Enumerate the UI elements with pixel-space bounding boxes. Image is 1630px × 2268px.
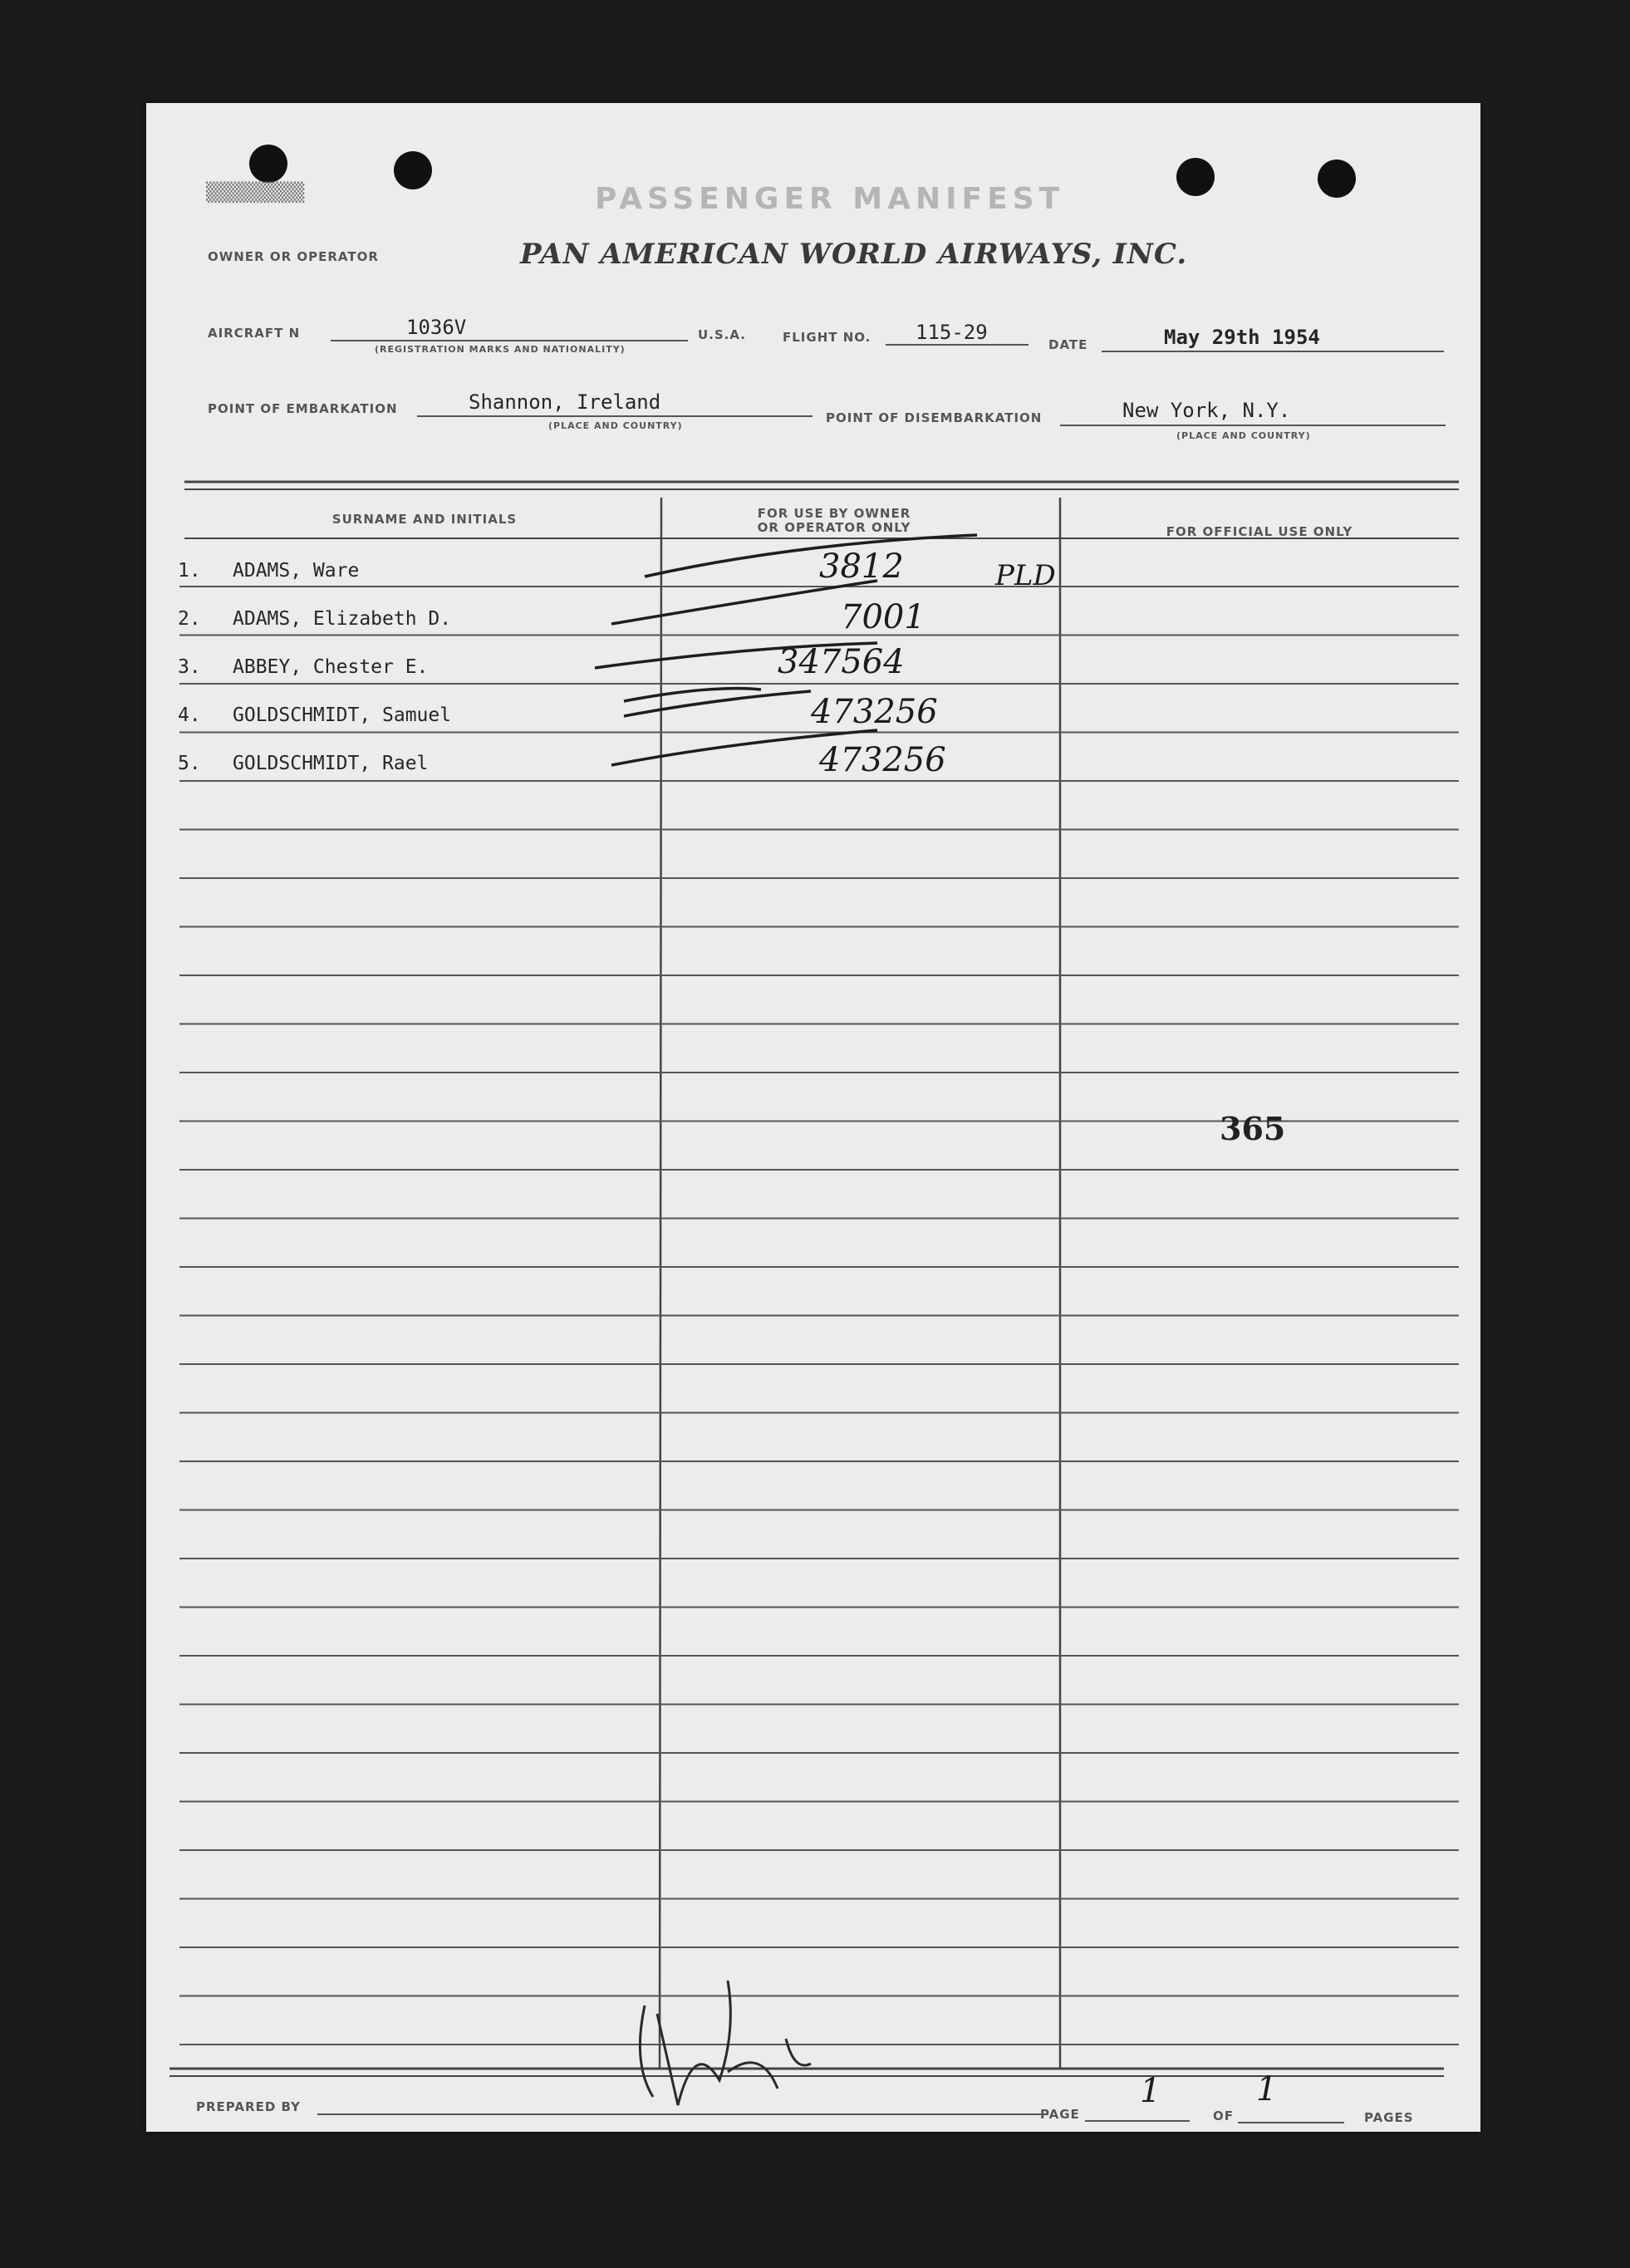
- aircraft-label: AIRCRAFT N: [208, 326, 301, 341]
- disembark-value: New York, N.Y.: [1122, 399, 1291, 422]
- owner-code: 473256: [811, 693, 938, 731]
- manifest-sheet: [146, 103, 1480, 2132]
- row-number: 2.: [178, 608, 201, 630]
- col-official-header: FOR OFFICIAL USE ONLY: [1166, 524, 1353, 539]
- owner-stamp-smudge: ▒▒▒▒▒▒▒: [206, 183, 305, 204]
- embark-label: POINT OF EMBARKATION: [208, 401, 398, 416]
- owner-code: 473256: [819, 741, 946, 779]
- page-label: PAGE: [1040, 2107, 1080, 2122]
- pages-underline: [1238, 2122, 1344, 2123]
- pages-label: PAGES: [1364, 2110, 1414, 2125]
- official-stamp-number: 365: [1220, 1110, 1286, 1147]
- date-label: DATE: [1048, 337, 1088, 352]
- col-surname-header: SURNAME AND INITIALS: [331, 512, 518, 527]
- flight-label: FLIGHT NO.: [783, 330, 871, 345]
- row-number: 5.: [178, 753, 201, 774]
- col-owner-header: FOR USE BY OWNER OR OPERATOR ONLY: [757, 506, 911, 535]
- flight-value: 115-29: [916, 321, 988, 344]
- country-label: U.S.A.: [698, 327, 746, 342]
- row-number: 1.: [178, 560, 201, 582]
- passenger-name: ADAMS, Ware: [233, 560, 360, 582]
- page-value: 1: [1140, 2072, 1161, 2110]
- operator-name: PAN AMERICAN WORLD AIRWAYS, INC.: [520, 238, 1188, 271]
- aircraft-sublabel: (REGISTRATION MARKS AND NATIONALITY): [375, 344, 626, 355]
- passenger-name: GOLDSCHMIDT, Rael: [233, 753, 429, 774]
- date-value: May 29th 1954: [1164, 326, 1320, 349]
- owner-code: 3812: [819, 547, 904, 586]
- embark-value: Shannon, Ireland: [469, 390, 661, 414]
- pages-value: 1: [1256, 2070, 1278, 2108]
- embark-sublabel: (PLACE AND COUNTRY): [548, 420, 683, 431]
- page-underline: [1085, 2120, 1190, 2122]
- passenger-name: GOLDSCHMIDT, Samuel: [233, 704, 452, 726]
- owner-code: 347564: [778, 643, 905, 681]
- row-number: 4.: [178, 704, 201, 726]
- owner-note: PLD: [995, 559, 1056, 592]
- of-label: OF: [1213, 2108, 1234, 2123]
- prepared-by-underline: [317, 2113, 1048, 2115]
- passenger-name: ABBEY, Chester E.: [233, 656, 429, 678]
- row-number: 3.: [178, 656, 201, 678]
- owner-label: OWNER OR OPERATOR: [208, 249, 379, 264]
- passenger-name: ADAMS, Elizabeth D.: [233, 608, 452, 630]
- disembark-sublabel: (PLACE AND COUNTRY): [1176, 430, 1311, 441]
- prepared-by-label: PREPARED BY: [196, 2099, 301, 2114]
- aircraft-value: 1036V: [406, 316, 467, 339]
- owner-code: 7001: [841, 598, 925, 636]
- manifest-title: PASSENGER MANIFEST: [595, 182, 1065, 216]
- disembark-label: POINT OF DISEMBARKATION: [826, 410, 1043, 425]
